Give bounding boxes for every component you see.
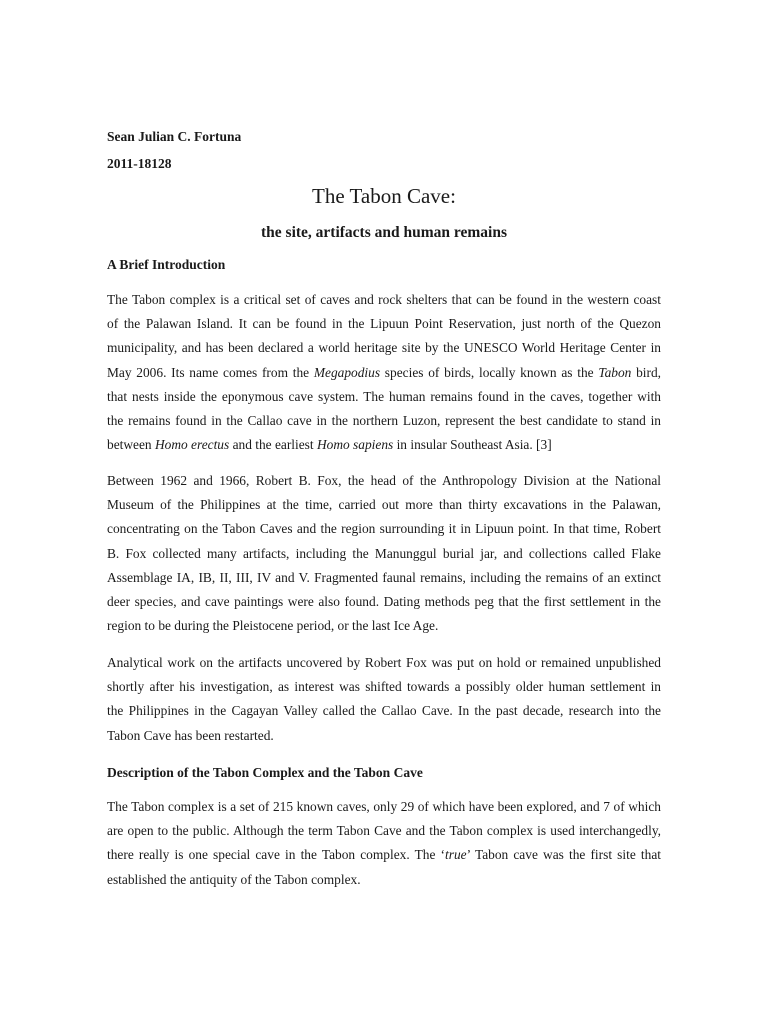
text-line: Assemblage IA, IB, II, III, IV and V. Fragmented faunal remains, including the remains of an extinct xyxy=(107,569,661,585)
text-line: deer species, and cave paintings were also found. Dating methods peg that the first settlement in the xyxy=(107,594,661,610)
text-run: species of birds, locally known as the xyxy=(380,364,599,380)
text-run: between xyxy=(107,437,155,453)
section-heading-introduction: A Brief Introduction xyxy=(107,257,226,272)
author-name: Sean Julian C. Fortuna xyxy=(107,129,242,144)
text-line: Analytical work on the artifacts uncovered by Robert Fox was put on hold or remained unpublished xyxy=(107,655,661,670)
text-line: Museum of the Philippines at the time, carried out more than thirty excavations in the Palawan, xyxy=(107,497,661,513)
text-line: of the Palawan Island. It can be found in the Lipuun Point Reservation, just north of the Quezon xyxy=(107,316,661,332)
paragraph-description-1 xyxy=(107,795,661,892)
text-line xyxy=(107,361,661,385)
text-line xyxy=(107,433,661,457)
text-line: the remains found in the Callao cave in the northern Luzon, represent the best candidate to stand in xyxy=(107,413,661,429)
text-line: region to be during the Pleistocene period, or the last Ice Age. xyxy=(107,618,439,634)
italic-term-homo-sapiens: Homo sapiens xyxy=(316,437,394,453)
text-line: municipality, and has been declared a world heritage site by the UNESCO World Heritage Center in xyxy=(107,340,661,356)
paragraph-intro-3 xyxy=(107,651,661,748)
section-heading-description: Description of the Tabon Complex and the Tabon Cave xyxy=(107,765,423,780)
paragraph-intro-2 xyxy=(107,469,661,638)
student-id: 2011-18128 xyxy=(107,156,172,171)
document-title: The Tabon Cave: xyxy=(312,184,456,208)
italic-term-tabon: Tabon xyxy=(598,364,632,380)
text-run: bird, xyxy=(631,364,662,380)
text-line: shortly after his investigation, as interest was shifted towards a possibly older human settlement in xyxy=(107,679,661,695)
text-line: that nests inside the eponymous cave system. The human remains found in the caves, together with xyxy=(107,388,661,404)
text-run: in insular Southeast Asia. [3] xyxy=(393,437,552,453)
text-line: the Philippines in the Cagayan Valley called the Callao Cave. In the past decade, research into the xyxy=(107,703,661,719)
italic-term-megapodius: Megapodius xyxy=(313,364,381,380)
text-line: concentrating on the Tabon Caves and the region surrounding it in Lipuun point. In that time, Robert xyxy=(107,521,661,537)
text-line: Between 1962 and 1966, Robert B. Fox, the head of the Anthropology Division at the National xyxy=(107,473,661,488)
text-line: The Tabon complex is a critical set of caves and rock shelters that can be found in the western coast xyxy=(107,292,661,307)
text-line: Tabon Cave has been restarted. xyxy=(107,727,274,743)
italic-term-homo-erectus: Homo erectus xyxy=(154,437,230,453)
italic-term-true: true xyxy=(445,847,467,863)
text-run: and the earliest xyxy=(229,437,317,453)
text-line: are open to the public. Although the term Tabon Cave and the Tabon complex is used interchangedly, xyxy=(107,823,661,839)
text-line xyxy=(107,843,661,867)
text-run: May 2006. Its name comes from the xyxy=(107,364,314,380)
text-run: there really is one special cave in the Tabon complex. The ‘ xyxy=(107,847,446,863)
text-line: B. Fox collected many artifacts, including the Manunggul burial jar, and collections called Flake xyxy=(107,545,661,561)
text-line: established the antiquity of the Tabon complex. xyxy=(107,871,361,887)
text-line: The Tabon complex is a set of 215 known caves, only 29 of which have been explored, and 7 of which xyxy=(107,799,661,814)
document-subtitle: the site, artifacts and human remains xyxy=(261,224,507,241)
text-run: ’ Tabon cave was the first site that xyxy=(466,847,661,863)
paragraph-intro-1 xyxy=(107,288,661,457)
